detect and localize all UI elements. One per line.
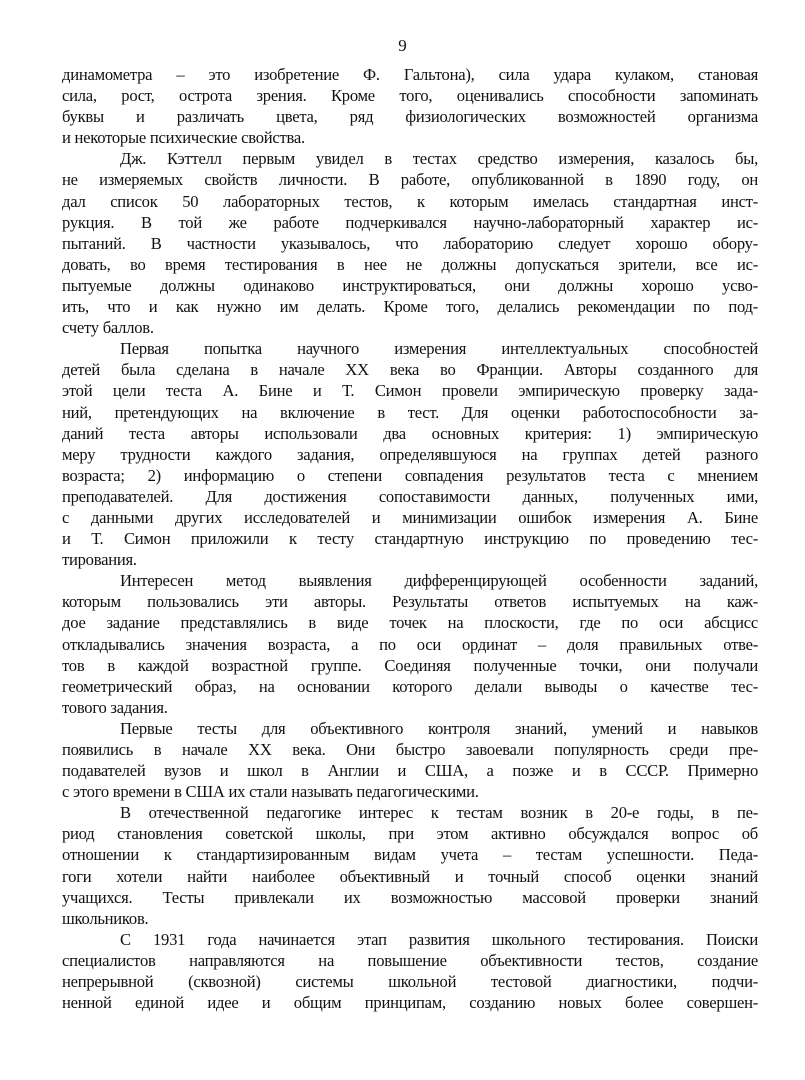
text-line: непрерывной (сквозной) системы школьной тестовой диагностики, подчи-	[62, 972, 758, 992]
text-line: Дж. Кэттелл первым увидел в тестах средство измерения, казалось бы,	[120, 149, 758, 169]
paragraph	[62, 802, 758, 929]
text-line: тов в каждой возрастной группе. Соединяя полученные точки, они получали	[62, 655, 758, 675]
text-line: дое задание представлялись в виде точек на плоскости, где по оси абсцисс	[62, 613, 758, 633]
text-line: которым пользовались эти авторы. Результаты ответов испытуемых на каж-	[62, 592, 758, 612]
paragraph	[62, 338, 758, 570]
text-line: Первая попытка научного измерения интеллектуальных способностей	[120, 339, 758, 359]
body-text	[62, 64, 758, 1013]
text-line: ний, претендующих на включение в тест. Для оценки работоспособности за-	[62, 402, 758, 422]
text-line: преподавателей. Для достижения сопоставимости данных, полученных ими,	[62, 486, 758, 506]
text-line: тирования.	[62, 550, 137, 570]
text-line: специалистов направляются на повышение объективности тестов, создание	[62, 950, 758, 970]
text-line: рукция. В той же работе подчеркивался научно-лабораторный характер ис-	[62, 212, 758, 232]
text-line: буквы и различать цвета, ряд физиологических возможностей организма	[62, 107, 758, 127]
text-line: Первые тесты для объективного контроля знаний, умений и навыков	[120, 718, 758, 738]
text-line: детей была сделана в начале XX века во Франции. Авторы созданного для	[62, 360, 758, 380]
paragraph	[62, 148, 758, 338]
text-line: довать, во время тестирования в нее не должны допускаться зрители, все ис-	[62, 254, 758, 274]
page-number: 9	[398, 36, 407, 55]
text-line: С 1931 года начинается этап развития школьного тестирования. Поиски	[120, 929, 758, 949]
text-line: и Т. Симон приложили к тесту стандартную инструкцию по проведению тес-	[62, 529, 758, 549]
paragraph	[62, 718, 758, 802]
text-line: сила, рост, острота зрения. Кроме того, оценивались способности запоминать	[62, 86, 758, 106]
text-line: с этого времени в США их стали называть педагогическими.	[62, 782, 479, 802]
text-line: счету баллов.	[62, 318, 154, 338]
text-line: этой цели теста А. Бине и Т. Симон провели эмпирическую проверку зада-	[62, 381, 758, 401]
paragraph	[62, 570, 758, 718]
text-line: ить, что и как нужно им делать. Кроме того, делались рекомендации по под-	[62, 297, 758, 317]
text-line: отношении к стандартизированным видам учета – тестам успешности. Педа-	[62, 845, 758, 865]
paragraph	[62, 64, 758, 148]
text-line: возраста; 2) информацию о степени совпадения результатов теста с мнением	[62, 465, 758, 485]
text-line: геометрический образ, на основании которого делали выводы о качестве тес-	[62, 676, 758, 696]
text-line: откладывались значения возраста, а по оси ординат – доля правильных отве-	[62, 634, 758, 654]
text-line: пытаний. В частности указывалось, что лабораторию следует хорошо обору-	[62, 233, 758, 253]
text-line: меру трудности каждого задания, определявшуюся на группах детей разного	[62, 444, 758, 464]
text-line: пытуемые должны одинаково инструктироваться, они должны хорошо усво-	[62, 275, 758, 295]
text-line: подавателей вузов и школ в Англии и США, а позже и в СССР. Примерно	[62, 761, 758, 781]
text-line: дал список 50 лабораторных тестов, к которым имелась стандартная инст-	[62, 191, 758, 211]
text-line: динамометра – это изобретение Ф. Гальтона), сила удара кулаком, становая	[62, 65, 758, 84]
text-line: не измеряемых свойств личности. В работе, опубликованной в 1890 году, он	[62, 170, 758, 190]
text-line: риод становления советской школы, при этом активно обсуждался вопрос об	[62, 824, 758, 844]
text-line: ненной единой идее и общим принципам, созданию новых более совершен-	[62, 993, 758, 1013]
text-line: Интересен метод выявления дифференцирующей особенности заданий,	[120, 571, 758, 591]
text-line: В отечественной педагогике интерес к тестам возник в 20-е годы, в пе-	[120, 803, 758, 823]
text-line: появились в начале XX века. Они быстро завоевали популярность среди пре-	[62, 740, 758, 759]
text-line: школьников.	[62, 908, 149, 928]
text-line: учащихся. Тесты привлекали их возможностью массовой проверки знаний	[62, 887, 758, 907]
text-line: даний теста авторы использовали два основных критерия: 1) эмпирическую	[62, 423, 758, 443]
text-line: тового задания.	[62, 697, 168, 717]
text-line: с данными других исследователей и минимизации ошибок измерения А. Бине	[62, 507, 758, 527]
text-line: гоги хотели найти наиболее объективный и точный способ оценки знаний	[62, 866, 758, 886]
paragraph	[62, 929, 758, 1013]
text-line: и некоторые психические свойства.	[62, 128, 305, 148]
